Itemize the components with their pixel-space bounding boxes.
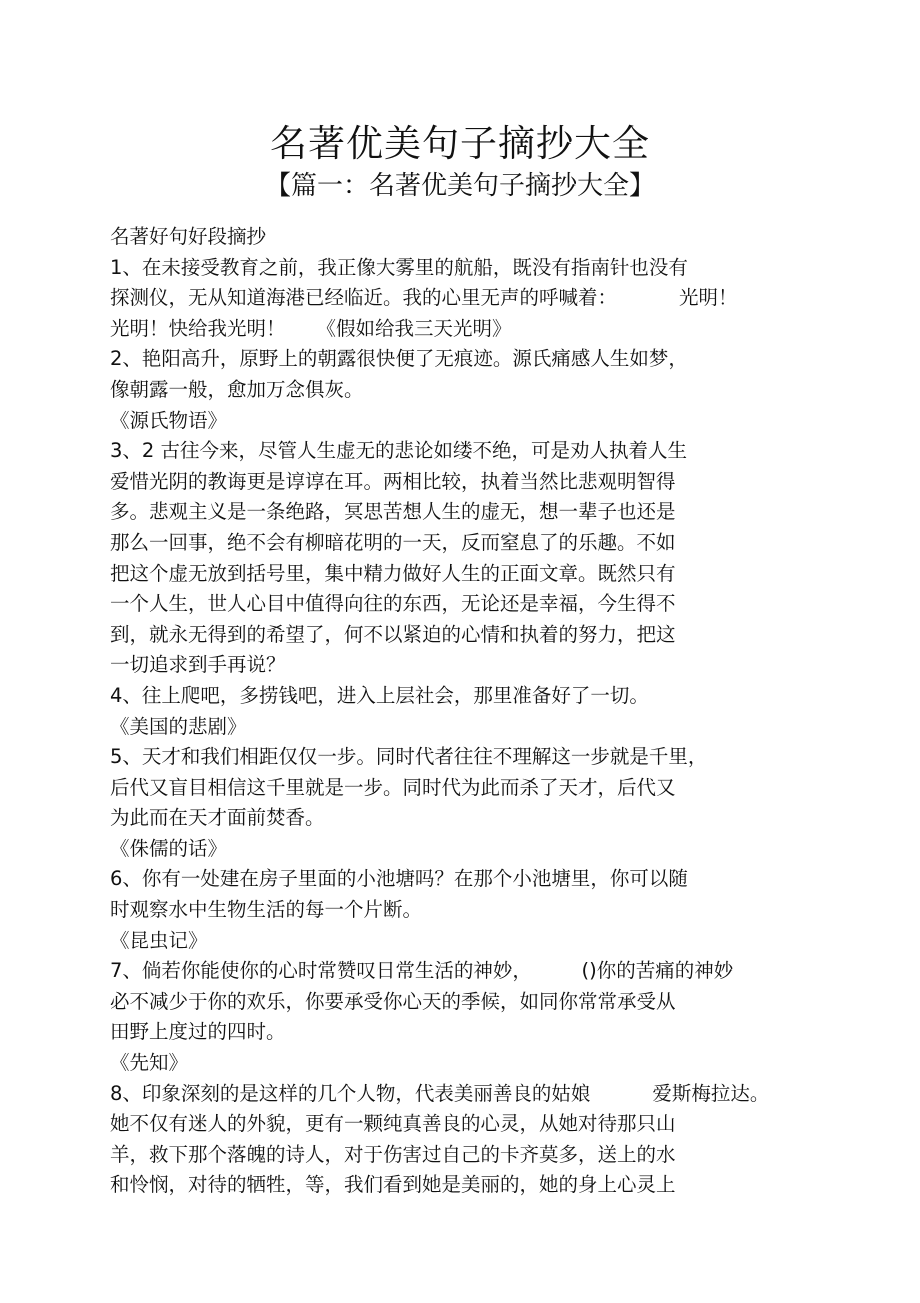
text-line: 她不仅有迷人的外貌，更有一颗纯真善良的心灵，从她对待那只山: [110, 1112, 676, 1136]
text-line: 田野上度过的四时。: [110, 1020, 286, 1044]
text-line: 探测仪，无从知道海港已经临近。我的心里无声的呼喊着： 光明！: [110, 286, 738, 310]
text-line: 一切追求到手再说？: [110, 653, 286, 677]
text-line: 后代又盲目相信这千里就是一步。同时代为此而杀了天才，后代又: [110, 775, 676, 799]
text-line: 《先知》: [110, 1051, 189, 1075]
text-line: 光明！快给我光明！ 《假如给我三天光明》: [110, 316, 512, 340]
text-line: 《美国的悲剧》: [110, 714, 247, 738]
page-title: 名著优美句子摘抄大全: [270, 122, 650, 165]
text-line: 为此而在天才面前焚香。: [110, 806, 325, 830]
text-line: 8、印象深刻的是这样的几个人物，代表美丽善良的姑娘 爱斯梅拉达。: [110, 1081, 770, 1105]
text-line: 6、你有一处建在房子里面的小池塘吗？在那个小池塘里，你可以随: [110, 867, 688, 891]
text-line: 1、在未接受教育之前，我正像大雾里的航船，既没有指南针也没有: [110, 255, 688, 279]
text-line: 《侏儒的话》: [110, 836, 228, 860]
text-line: 把这个虚无放到括号里，集中精力做好人生的正面文章。既然只有: [110, 561, 676, 585]
text-line: 《昆虫记》: [110, 928, 208, 952]
document-body: [110, 222, 830, 1201]
page-subtitle: 【篇一：名著优美句子摘抄大全】: [264, 171, 655, 201]
text-line: 像朝露一般，愈加万念俱灰。: [110, 377, 364, 401]
text-line: 必不减少于你的欢乐，你要承受你心天的季候，如同你常常承受从: [110, 989, 676, 1013]
text-line: 到，就永无得到的希望了，何不以紧迫的心情和执着的努力，把这: [110, 622, 676, 646]
text-line: 和怜悯，对待的牺牲，等，我们看到她是美丽的，她的身上心灵上: [110, 1173, 676, 1197]
text-line: 4、往上爬吧，多捞钱吧，进入上层社会，那里准备好了一切。: [110, 683, 649, 707]
text-line: 多。悲观主义是一条绝路，冥思苦想人生的虚无，想一辈子也还是: [110, 500, 676, 524]
text-line: 3、2 古往今来，尽管人生虚无的悲论如缕不绝，可是劝人执着人生: [110, 439, 688, 463]
text-line: 一个人生，世人心目中值得向往的东西，无论还是幸福，今生得不: [110, 592, 676, 616]
text-line: 羊，救下那个落魄的诗人，对于伤害过自己的卡齐莫多，送上的水: [110, 1142, 676, 1166]
text-line: 时观察水中生物生活的每一个片断。: [110, 898, 423, 922]
text-line: 爱惜光阴的教诲更是谆谆在耳。两相比较，执着当然比悲观明智得: [110, 469, 676, 493]
text-line: 5、天才和我们相距仅仅一步。同时代者往往不理解这一步就是千里，: [110, 745, 708, 769]
text-line: 7、倘若你能使你的心时常赞叹日常生活的神妙， ()你的苦痛的神妙: [110, 959, 734, 983]
text-line: 2、艳阳高升，原野上的朝露很快便了无痕迹。源氏痛感人生如梦，: [110, 347, 688, 371]
text-line: 那么一回事，绝不会有柳暗花明的一天，反而窒息了的乐趣。不如: [110, 530, 676, 554]
text-line: 《源氏物语》: [110, 408, 228, 432]
text-line: 名著好句好段摘抄: [110, 225, 267, 248]
